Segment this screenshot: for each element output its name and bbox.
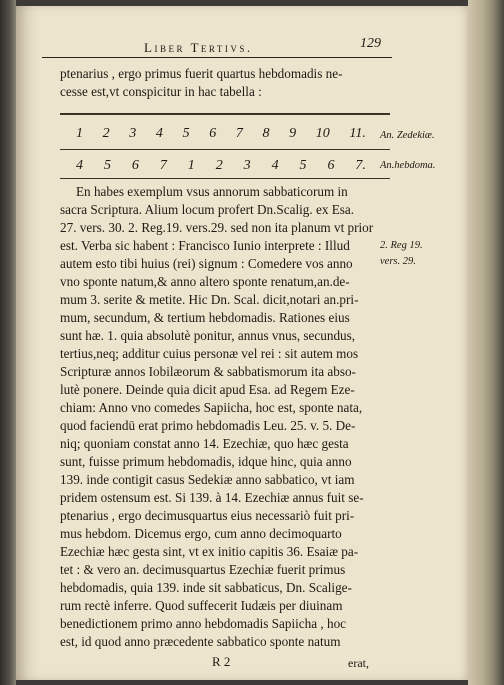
page-number: 129 — [360, 36, 381, 51]
catchword: erat, — [348, 656, 369, 670]
table-cell: 9 — [289, 126, 297, 141]
text-line: Scripturæ annos Iobilæorum & sabbatismorum ita abso- — [60, 364, 356, 379]
text-line: chiam: Anno vno comedes Sapiicha, hoc est, sponte nata, — [60, 400, 363, 415]
table-cell: 1 — [76, 126, 83, 141]
table-cell: 4 — [155, 126, 163, 141]
text-line: ptenarius , ergo decimusquartus eius necessariò fuit pri- — [60, 508, 355, 523]
table-cell: 8 — [262, 126, 270, 141]
text-line: tertius,neq; additur cuius personæ vel rei : sit autem mos — [60, 346, 359, 361]
text-line: rum rectè inferre. Quod suffecerit Iudæis per diuinam — [60, 598, 343, 613]
text-line: sunt, fuisse primum hebdomadis, idque hinc, quia anno — [60, 454, 352, 469]
table-cell: 5 — [103, 158, 111, 173]
table-rule — [60, 178, 390, 179]
table-cell: 4 — [76, 158, 83, 173]
table-cell: 7 — [235, 126, 243, 141]
page-edge — [468, 0, 504, 685]
page — [16, 6, 468, 680]
margin-note-line: vers. 29. — [380, 256, 416, 267]
table-cell: 7 — [159, 158, 167, 173]
table-cell: 3 — [243, 158, 251, 173]
table-rule — [60, 149, 390, 150]
text-line: sunt hæ. 1. quia absolutè ponitur, annus vnus, secundus, — [60, 328, 356, 343]
table-cell: 11. — [349, 126, 366, 141]
text-line: pridem ostensum est. Si 139. à 14. Ezechiæ annus fuit se- — [60, 490, 364, 505]
table-cell: 1 — [187, 158, 195, 173]
table-cell: 2 — [102, 126, 110, 141]
table-cell: 3 — [129, 126, 137, 141]
text-line: 27. vers. 30. 2. Reg.19. vers.29. sed non ita planum vt prior — [60, 220, 374, 235]
table-row-zedekiah — [76, 126, 366, 142]
table-cell: 2 — [215, 158, 223, 173]
text-line: Ezechiæ hæc gesta sint, vt ex initio capitis 36. Esaiæ pa- — [60, 544, 359, 559]
table-cell: 6 — [327, 158, 335, 173]
table-row-hebdomas — [76, 158, 366, 174]
text-line: hebdomadis, quia 139. inde sit sabbaticus, Dn. Scalige- — [60, 580, 352, 595]
running-title: Liber Tertivs. — [144, 40, 253, 55]
text-line: sacra Scriptura. Alium locum profert Dn.Scalig. ex Esa. — [60, 202, 355, 217]
signature-mark: R 2 — [212, 654, 231, 669]
text-line: ptenarius , ergo primus fuerit quartus hebdomadis ne- — [60, 66, 343, 81]
table-rule — [60, 113, 390, 115]
table-cell: 10 — [315, 126, 330, 141]
text-line: est, id quod anno præcedente sabbatico sponte natum — [60, 634, 341, 649]
text-line: En habes exemplum vsus annorum sabbaticorum in — [76, 184, 348, 199]
text-line: tet : & vero an. decimusquartus Ezechiæ fuerit primus — [60, 562, 346, 577]
table-cell: 4 — [271, 158, 279, 173]
text-line: mum, secundum, & tertium hebdomadis. Rationes eius — [60, 310, 350, 325]
text-line: vno sponte natum,& anno altero sponte renatum,an.de- — [60, 274, 350, 289]
book-binding — [0, 0, 16, 685]
text-line: benedictionem primo anno hebdomadis Sapiicha , hoc — [60, 616, 347, 631]
text-line: autem esto tibi huius (rei) signum : Comedere vos anno — [60, 256, 353, 271]
text-line: mus hebdom. Dicemus ergo, cum anno decimoquarto — [60, 526, 342, 541]
text-line: est. Verba sic habent : Francisco Iunio interprete : Illud — [60, 238, 350, 253]
table-cell: 6 — [209, 126, 217, 141]
table-cell: 7. — [355, 158, 366, 173]
table-cell: 5 — [299, 158, 307, 173]
text-line: cesse est,vt conspicitur in hac tabella : — [60, 84, 262, 99]
text-line: quod faciendū erat primo hebdomadis Leu. 25. v. 5. De- — [60, 418, 356, 433]
header-rule — [42, 57, 392, 58]
table-cell: 5 — [182, 126, 190, 141]
table-label-zedekiah: An. Zedekiæ. — [380, 130, 435, 141]
table-label-hebdomas: An.hebdoma. — [380, 160, 436, 171]
margin-note-line: 2. Reg 19. — [380, 240, 423, 251]
text-line: 139. inde contigit casus Sedekiæ anno sabbatico, vt iam — [60, 472, 355, 487]
text-line: lutè ponere. Deinde quia dicit apud Esa. ad Regem Eze- — [60, 382, 355, 397]
table-cell: 6 — [131, 158, 139, 173]
text-line: mum 3. serite & metite. Hic Dn. Scal. dicit,notari an.pri- — [60, 292, 359, 307]
text-line: niq; quoniam constat anno 14. Ezechiæ, quo hæc gesta — [60, 436, 349, 451]
